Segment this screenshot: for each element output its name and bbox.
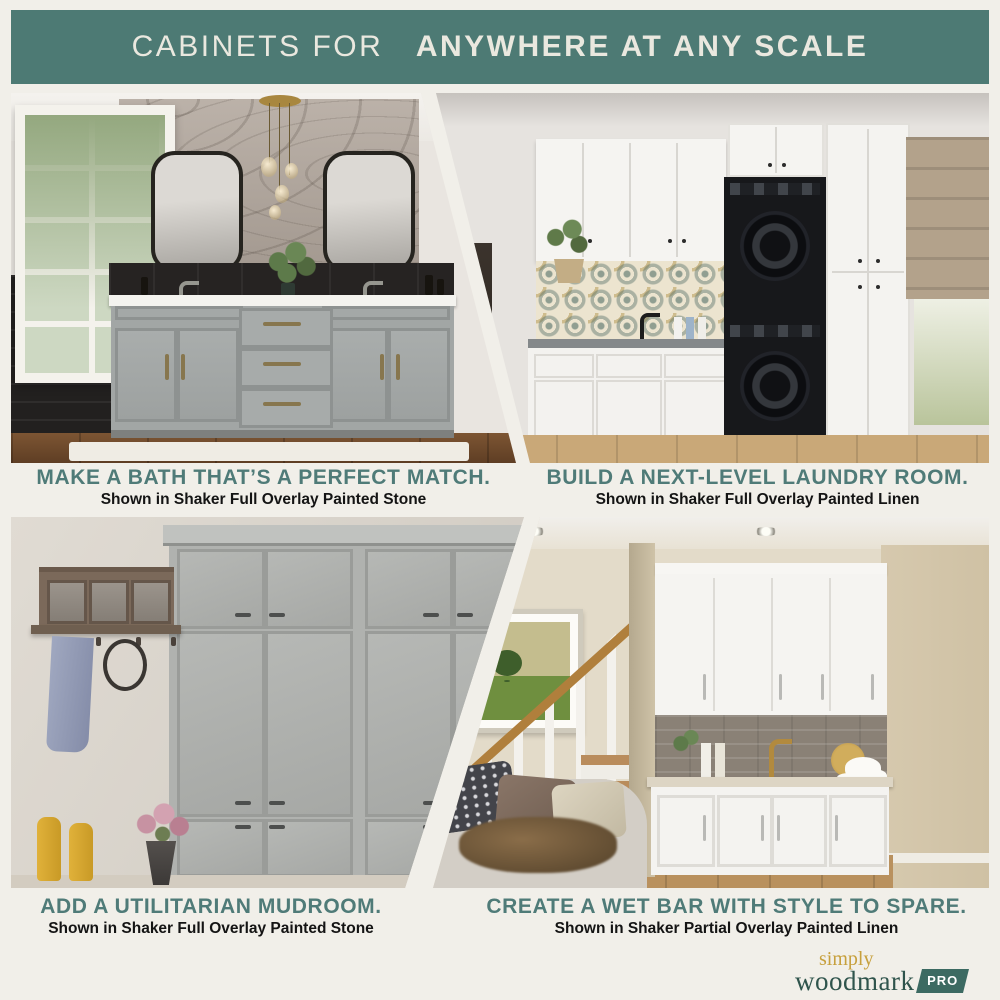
white-tea-set <box>845 757 881 778</box>
cabinet-handle <box>235 613 251 617</box>
cabinet-handle <box>235 801 251 805</box>
coat-hook <box>171 637 176 646</box>
baseboard <box>881 853 989 863</box>
rack-mirror-pane <box>89 580 129 624</box>
fur-throw <box>459 817 617 873</box>
cabinet-handle <box>779 674 782 700</box>
cabinet-knob <box>858 259 862 263</box>
cabinet-knob <box>682 239 686 243</box>
white-base-cabinets <box>651 787 889 875</box>
cabinet-knob <box>768 163 772 167</box>
cabinet-handle <box>821 674 824 700</box>
white-rug <box>69 442 469 461</box>
cabinet-handle <box>423 613 439 617</box>
cabinet-knob <box>876 285 880 289</box>
laundry-caption <box>525 465 990 510</box>
tall-cabinet-door <box>365 631 453 817</box>
counter-candles <box>701 743 727 777</box>
bottle <box>141 277 148 295</box>
drawer-handle <box>263 322 301 326</box>
vanity-top-rail <box>115 306 243 320</box>
cabinet-door-line <box>629 143 631 257</box>
counter-plant <box>261 241 319 287</box>
gray-vanity-cabinet <box>111 306 454 436</box>
pendant-bulb <box>261 157 277 177</box>
wetbar-caption-subtitle: Shown in Shaker Partial Overlay Painted Linen <box>554 920 899 937</box>
cabinet-handle <box>777 815 780 841</box>
mudroom-caption <box>11 894 411 939</box>
wetbar-crown-molding <box>655 563 887 574</box>
simply-woodmark-pro-logo <box>795 948 990 996</box>
cabinet-door-line <box>829 578 831 711</box>
cabinet-door-line <box>713 578 715 711</box>
logo-simply-text: simply <box>819 948 874 970</box>
bathroom-caption-subtitle: Shown in Shaker Full Overlay Painted Stone <box>100 491 427 508</box>
cabinet-handle <box>871 674 874 700</box>
base-door <box>664 380 726 442</box>
cabinet-knob <box>858 285 862 289</box>
crown-molding <box>163 525 524 546</box>
pendant-cord <box>269 103 270 163</box>
gold-faucet <box>769 739 792 782</box>
wetbar-countertop <box>647 777 893 787</box>
cabinet-door-line <box>676 143 678 257</box>
mudroom-caption-subtitle: Shown in Shaker Full Overlay Painted Stone <box>48 920 374 937</box>
bathroom-caption-title: MAKE A BATH THAT’S A PERFECT MATCH. <box>36 466 491 489</box>
cabinet-above-washer <box>728 123 824 177</box>
laundry-ceiling <box>436 93 989 127</box>
bottle <box>425 275 433 295</box>
cabinet-knob <box>668 239 672 243</box>
base-door <box>534 380 594 442</box>
wetbar-caption-title: CREATE A WET BAR WITH STYLE TO SPARE. <box>486 895 967 918</box>
upper-cabinet-door <box>365 549 453 629</box>
washer-control-panel <box>730 183 820 195</box>
header-space <box>394 30 405 63</box>
vanity-top-rail <box>322 306 450 320</box>
washer-door <box>740 211 810 281</box>
cabinet-handle <box>423 825 439 829</box>
cabinet-handle <box>703 674 706 700</box>
laundry-window <box>914 299 989 425</box>
rack-shelf-board <box>31 625 181 634</box>
logo-pro-badge <box>916 969 969 993</box>
door-handle <box>396 354 400 380</box>
rack-mirror-pane <box>47 580 87 624</box>
mudroom-caption-title: ADD A UTILITARIAN MUDROOM. <box>40 895 382 918</box>
base-door <box>596 380 662 442</box>
cabinet-door-line <box>867 129 869 447</box>
vanity-drawer <box>239 388 333 428</box>
cabinet-door-line <box>775 127 777 173</box>
header-title-emphasis: ANYWHERE AT ANY SCALE <box>415 30 869 63</box>
logo-row <box>795 968 990 994</box>
base-door <box>717 795 773 867</box>
drawer-handle <box>263 362 301 366</box>
vanity-door <box>177 328 239 422</box>
yellow-rain-boot <box>37 817 61 881</box>
header-title-prefix: CABINETS FOR <box>131 30 384 63</box>
logo-woodmark-text: woodmark <box>795 966 915 996</box>
tall-pantry-cabinet <box>826 123 910 453</box>
base-door <box>657 795 715 867</box>
bathroom-photo <box>11 93 516 463</box>
rack-mirror-pane <box>131 580 171 624</box>
drawer-handle <box>263 402 301 406</box>
cabinet-handle <box>269 825 285 829</box>
upper-cabinet-door <box>265 549 353 629</box>
vanity-toe-kick <box>111 430 454 438</box>
pendant-cord <box>279 103 280 193</box>
header-title <box>132 30 869 64</box>
pendant-canopy <box>259 95 301 107</box>
coat-rack-shelf <box>39 567 174 630</box>
base-drawer <box>596 354 662 378</box>
gray-countertop <box>528 339 730 348</box>
recessed-light <box>753 527 779 536</box>
pink-flower-bouquet <box>129 801 199 847</box>
cabinet-handle <box>269 801 285 805</box>
cabinet-handle <box>423 801 439 805</box>
door-handle <box>181 354 185 380</box>
black-washer <box>724 177 826 319</box>
laundry-caption-subtitle: Shown in Shaker Full Overlay Painted Linen <box>595 491 920 508</box>
cabinet-knob <box>876 259 880 263</box>
light-wood-floor <box>436 435 989 463</box>
cabinet-handle <box>269 613 285 617</box>
cabinet-handle <box>703 815 706 841</box>
vanity-mirror-left <box>151 151 243 273</box>
cabinet-knob <box>782 163 786 167</box>
mudroom-photo <box>11 517 524 888</box>
wetbar-photo <box>433 517 989 888</box>
door-handle <box>165 354 169 380</box>
wetbar-caption <box>453 894 1000 939</box>
cabinet-handle <box>835 815 838 841</box>
counter-plant <box>669 727 703 757</box>
cabinet-handle <box>457 613 473 617</box>
painting-tree <box>492 650 522 676</box>
beige-side-wall <box>881 545 989 888</box>
cabinet-split-line <box>832 271 904 273</box>
cabinet-door-line <box>771 578 773 711</box>
door-handle <box>380 354 384 380</box>
cabinet-handle <box>761 815 764 841</box>
hanging-rope-loop <box>103 639 147 691</box>
yellow-rain-boot <box>69 823 93 881</box>
vanity-drawer <box>239 308 333 348</box>
base-drawer <box>534 354 594 378</box>
laundry-photo <box>436 93 989 463</box>
upper-cabinet-door <box>177 549 265 629</box>
base-drawer <box>664 354 726 378</box>
detergent-bottles <box>674 317 714 339</box>
vanity-door <box>326 328 388 422</box>
vanity-drawer <box>239 348 333 388</box>
bathroom-caption <box>11 465 516 510</box>
header-banner <box>11 10 989 84</box>
pendant-bulb <box>285 163 298 179</box>
hanging-blue-towel <box>46 636 94 753</box>
coat-hook <box>96 637 101 646</box>
roman-shade <box>906 137 989 299</box>
logo-pro-text: PRO <box>927 973 959 988</box>
dryer-door <box>740 351 810 421</box>
vanity-mirror-right <box>323 151 415 273</box>
pendant-bulb <box>275 185 289 203</box>
pendant-bulb <box>269 205 281 220</box>
tall-cabinet-door <box>265 631 353 817</box>
white-base-cabinets <box>528 348 730 448</box>
bottle <box>437 279 444 295</box>
laundry-caption-title: BUILD A NEXT-LEVEL LAUNDRY ROOM. <box>546 466 969 489</box>
cabinet-handle <box>235 825 251 829</box>
tall-cabinet-door <box>177 631 265 817</box>
dryer-control-panel <box>730 325 820 337</box>
white-upper-cabinets <box>655 574 887 715</box>
recessed-light <box>521 527 547 536</box>
vanity-countertop <box>109 295 456 306</box>
laundry-plant <box>540 219 592 265</box>
